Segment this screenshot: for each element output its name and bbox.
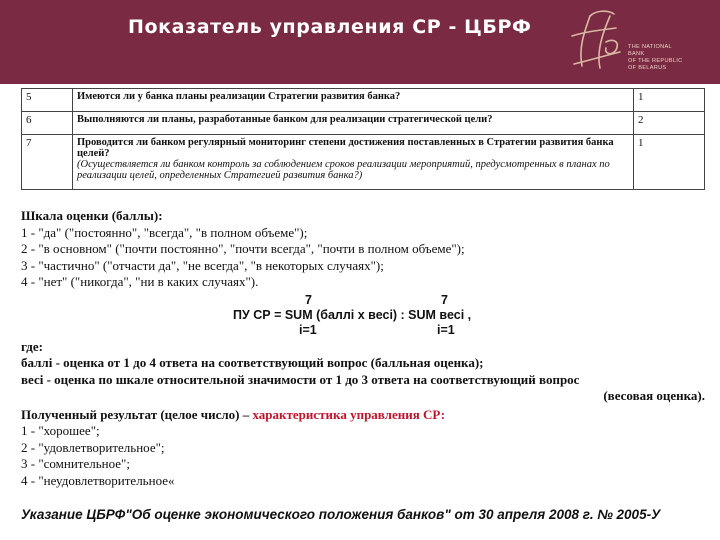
scale-item: 1 - "да" ("постоянно", "всегда", "в полном объеме");: [21, 224, 308, 240]
question-score: 1: [634, 135, 705, 190]
logo-caption: THE NATIONAL BANK OF THE REPUBLIC OF BELARUS: [628, 44, 683, 71]
question-note: (Осуществляется ли банком контроль за соблюдением сроков реализации мероприятий, предусмотренных в планах по реализации целей, определенных Стратегией развития банка?): [77, 159, 610, 181]
scale-heading: Шкала оценки (баллы):: [21, 208, 163, 223]
result-item: 4 - "неудовлетворительное«: [21, 472, 175, 488]
result-heading: [21, 407, 705, 424]
bank-monogram-icon: [560, 6, 630, 80]
question-number: 6: [22, 112, 73, 135]
table-row: [22, 112, 705, 135]
question-text: Проводится ли банком регулярный мониторинг степени достижения поставленных в Стратегии развития банка целей?: [77, 137, 614, 159]
table-row: [22, 89, 705, 112]
formula: [21, 291, 705, 339]
table-row: [22, 135, 705, 190]
where-heading: где:: [21, 338, 43, 354]
formula-lower-left: і=1: [299, 322, 317, 337]
question-number: 5: [22, 89, 73, 112]
question-cell: [73, 135, 634, 190]
result-item: 3 - "сомнительное";: [21, 456, 130, 471]
where-line-2-cont: (весовая оценка).: [603, 388, 705, 403]
formula-lower-right: і=1: [437, 322, 455, 337]
result-heading-highlight: характеристика управления СР:: [252, 406, 446, 422]
where-line-1: баллі - оценка от 1 до 4 ответа на соответствующий вопрос (балльная оценка);: [21, 355, 484, 370]
question-score: 1: [634, 89, 705, 112]
scale-item: 2 - "в основном" ("почти постоянно", "почти всегда", "почти в полном объеме");: [21, 241, 465, 256]
result-heading-text: Полученный результат (целое число) –: [21, 406, 253, 422]
result-item: 2 - "удовлетворительное";: [21, 439, 165, 455]
page-title: Показатель управления СР - ЦБРФ: [128, 16, 532, 38]
scale-item: 4 - "нет" ("никогда", "ни в каких случаях").: [21, 274, 259, 289]
question-text: Имеются ли у банка планы реализации Стратегии развития банка?: [73, 89, 634, 112]
questions-table: [21, 88, 705, 190]
document-body: [21, 208, 705, 489]
formula-upper-right: 7: [441, 292, 448, 307]
where-line-2: весі - оценка по шкале относительной значимости от 1 до 3 ответа на соответствующий вопрос: [21, 371, 580, 387]
header-banner: [0, 0, 720, 84]
question-score: 2: [634, 112, 705, 135]
question-number: 7: [22, 135, 73, 190]
formula-upper-left: 7: [305, 292, 312, 307]
result-item: 1 - "хорошее";: [21, 423, 100, 438]
bank-logo: [560, 6, 720, 80]
question-text: Выполняются ли планы, разработанные банком для реализации стратегической цели?: [73, 112, 634, 135]
scale-item: 3 - "частично" ("отчасти да", "не всегда", "в некоторых случаях");: [21, 257, 384, 273]
formula-main: ПУ СР = SUM (баллі x весі) : SUM весі ,: [233, 307, 472, 322]
footer-reference: Указание ЦБРФ"Об оценке экономического положения банков" от 30 апреля 2008 г. № 2005-У: [21, 507, 661, 522]
